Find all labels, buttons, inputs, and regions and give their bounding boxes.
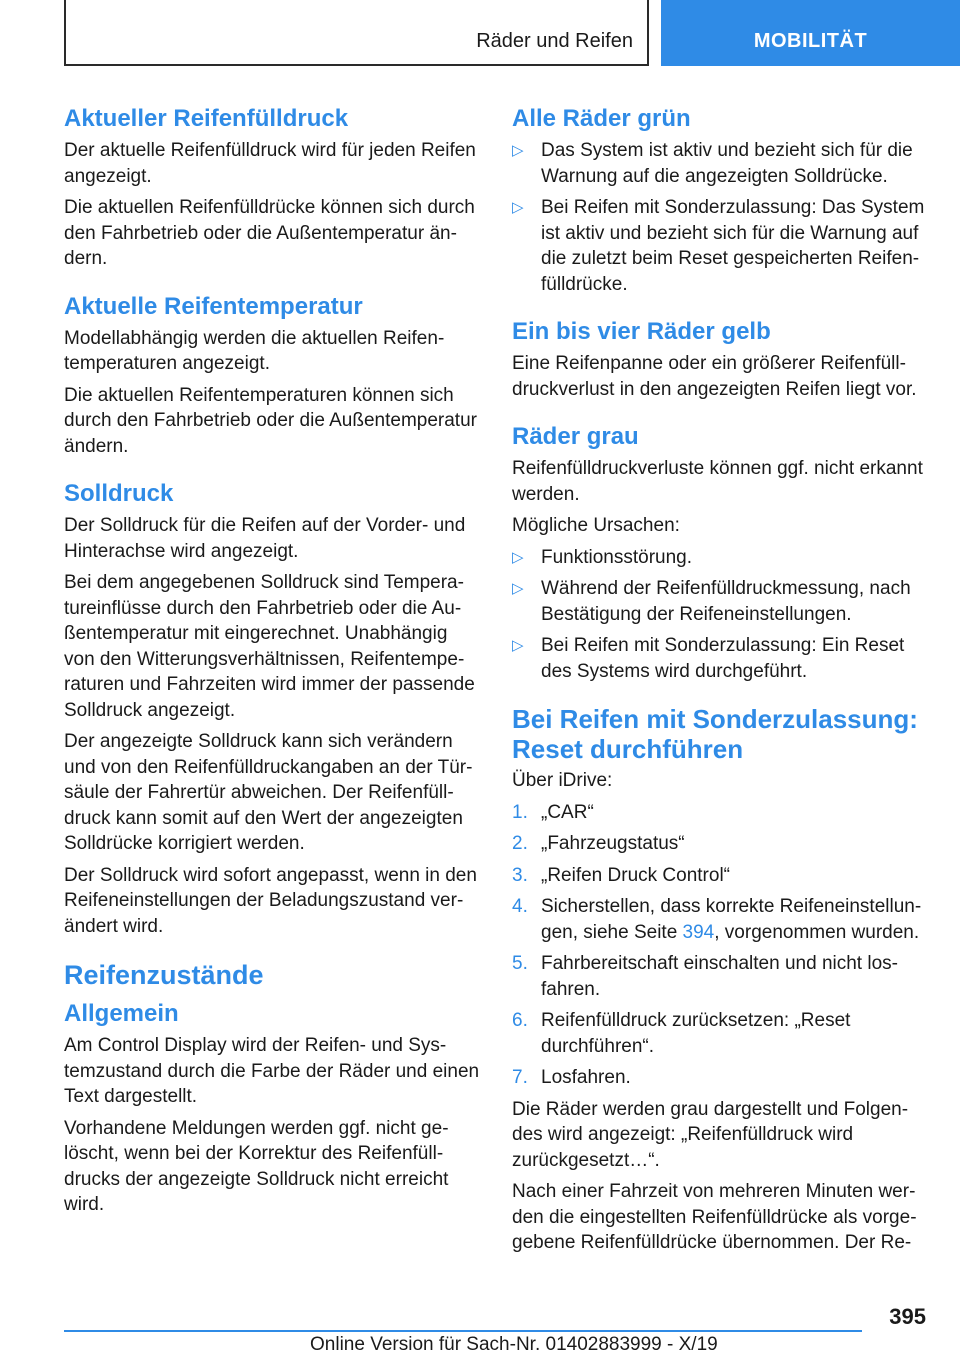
step-item: [512, 1065, 930, 1091]
paragraph: Bei dem angegebenen Solldruck sind Temperatureinflüsse durch den Fahrbetrieb oder die Außentemperatur mit eingerechnet. Unabhängig von den Witterungsverhältnissen, Reifentemperaturen und Fahrzeiten wird immer der passende Solldruck angezeigt.: [64, 572, 475, 721]
paragraph: Der Solldruck wird sofort angepasst, wenn in den Reifeneinstellungen der Beladungszustand verändert wird.: [64, 864, 477, 937]
header-frame: [64, 0, 649, 66]
step-text: Reifenfülldruck zurücksetzen: „Reset durchführen“.: [541, 1010, 851, 1057]
step-item: [512, 1008, 930, 1059]
right-column: [512, 100, 930, 1262]
header-section-title: Räder und Reifen: [476, 30, 633, 52]
section-raeder-grau: [512, 422, 930, 684]
step-item: [512, 831, 930, 857]
section-reset-durchfuehren: [512, 704, 930, 1256]
paragraph: Der angezeigte Solldruck kann sich verändern und von den Reifenfülldruckangaben an der Türsäule der Fahrertür abweichen. Der Reifenfülldruck kann somit auf den Wert der angezeigten Solldrücke korrigiert werden.: [64, 731, 473, 854]
left-column: [64, 100, 482, 1224]
heading-raeder-gelb: Ein bis vier Räder gelb: [512, 318, 771, 345]
footer-divider: [64, 1330, 862, 1332]
paragraph: Die aktuellen Reifentemperaturen können sich durch den Fahrbetrieb oder die Außentemperatur ändern.: [64, 384, 477, 457]
step-text: Losfahren.: [541, 1067, 631, 1088]
step-text: „CAR“: [541, 801, 594, 823]
step-number: 6.: [512, 1010, 528, 1031]
heading-reset-durchfuehren: Bei Reifen mit Sonderzulassung: Reset durchführen: [512, 704, 918, 764]
step-item: [512, 800, 930, 826]
section-alle-raeder-gruen: [512, 104, 930, 297]
step-number: 1.: [512, 801, 528, 823]
heading-allgemein: Allgemein: [64, 1000, 179, 1027]
paragraph: Vorhandene Meldungen werden ggf. nicht gelöscht, wenn bei der Korrektur des Reifenfülldrucks der angezeigte Solldruck nicht erreicht wird.: [64, 1117, 449, 1215]
paragraph: Nach einer Fahrzeit von mehreren Minuten werden die eingestellten Reifenfülldrücke als vorgegebene Reifenfülldrücke übernommen. Der Re-: [512, 1181, 917, 1253]
paragraph: Die aktuellen Reifenfülldrücke können sich durch den Fahrbetrieb oder die Außentemperatur ändern.: [64, 197, 475, 269]
triangle-bullet-icon: ▷: [512, 637, 524, 654]
heading-aktuelle-reifentemperatur: Aktuelle Reifentemperatur: [64, 292, 363, 320]
step-number: 5.: [512, 953, 528, 974]
heading-aktueller-reifenfuelldruck: Aktueller Reifenfülldruck: [64, 105, 349, 132]
list-item-text: Während der Reifenfülldruckmessung, nach Bestätigung der Reifeneinstellungen.: [541, 578, 911, 625]
list-item: [512, 545, 930, 571]
heading-raeder-grau: Räder grau: [512, 423, 639, 450]
step-item: [512, 951, 930, 1002]
section-aktuelle-reifentemperatur: [64, 292, 482, 460]
heading-solldruck: Solldruck: [64, 480, 174, 507]
footer-text: Online Version für Sach-Nr. 01402883999 - X/19: [310, 1334, 718, 1355]
triangle-bullet-icon: ▷: [512, 199, 524, 216]
section-aktueller-reifenfuelldruck: [64, 104, 482, 272]
list-item: [512, 633, 930, 684]
paragraph: Der aktuelle Reifenfülldruck wird für jeden Reifen angezeigt.: [64, 140, 476, 187]
triangle-bullet-icon: ▷: [512, 548, 524, 566]
paragraph: Eine Reifenpanne oder ein größerer Reifenfülldruckverlust in den angezeigten Reifen liegt vor.: [512, 353, 917, 400]
triangle-bullet-icon: ▷: [512, 580, 524, 597]
step-text: „Reifen Druck Control“: [541, 864, 730, 886]
step-text: Sicherstellen, dass korrekte Reifeneinstellungen, siehe Seite: [541, 896, 922, 943]
step-number: 3.: [512, 864, 528, 886]
list-item: [512, 138, 930, 189]
heading-alle-raeder-gruen: Alle Räder grün: [512, 105, 691, 132]
list-item-text: Funktionsstörung.: [541, 546, 693, 568]
paragraph: Über iDrive:: [512, 770, 613, 791]
page-link[interactable]: 394: [682, 921, 715, 943]
paragraph: Die Räder werden grau dargestellt und Folgendes wird angezeigt: „Reifenfülldruck wird zurückgesetzt…“.: [512, 1098, 909, 1171]
section-raeder-gelb: [512, 317, 930, 402]
step-text: , vorgenommen wurden.: [714, 921, 920, 943]
paragraph: Der Solldruck für die Reifen auf der Vorder- und Hinterachse wird angezeigt.: [64, 515, 466, 562]
section-solldruck: [64, 479, 482, 939]
step-text: Fahrbereitschaft einschalten und nicht losfahren.: [541, 953, 898, 1000]
paragraph: Am Control Display wird der Reifen- und Systemzustand durch die Farbe der Räder und einen Text dargestellt.: [64, 1035, 480, 1107]
section-reifenzustaende: [64, 959, 482, 991]
step-item: [512, 894, 930, 945]
list-item: [512, 195, 930, 297]
header-chapter-label: MOBILITÄT: [753, 30, 868, 52]
step-number: 4.: [512, 896, 528, 917]
step-number: 2.: [512, 833, 528, 854]
page-number: 395: [889, 1304, 926, 1329]
bullet-list: [512, 545, 930, 685]
paragraph: Modellabhängig werden die aktuellen Reifentemperaturen angezeigt.: [64, 327, 445, 374]
header-chapter-tab: [661, 0, 960, 66]
heading-reifenzustaende: Reifenzustände: [64, 960, 264, 990]
numbered-steps: [512, 800, 930, 1091]
bullet-list: [512, 138, 930, 297]
list-item-text: Das System ist aktiv und bezieht sich für die Warnung auf die angezeigten Solldrücke.: [541, 140, 913, 187]
list-item-text: Bei Reifen mit Sonderzulassung: Ein Reset des Systems wird durchgeführt.: [541, 635, 905, 682]
paragraph: Mögliche Ursachen:: [512, 515, 680, 536]
step-text: „Fahrzeugstatus“: [541, 833, 685, 854]
section-allgemein: [64, 999, 482, 1218]
triangle-bullet-icon: ▷: [512, 142, 524, 159]
paragraph: Reifenfülldruckverluste können ggf. nicht erkannt werden.: [512, 458, 923, 505]
step-number: 7.: [512, 1067, 528, 1088]
list-item-text: Bei Reifen mit Sonderzulassung: Das System ist aktiv und bezieht sich für die Warnung auf die zuletzt beim Reset gespeicherten Reifenfülldrücke.: [541, 197, 925, 295]
list-item: [512, 576, 930, 627]
step-item: [512, 863, 930, 889]
